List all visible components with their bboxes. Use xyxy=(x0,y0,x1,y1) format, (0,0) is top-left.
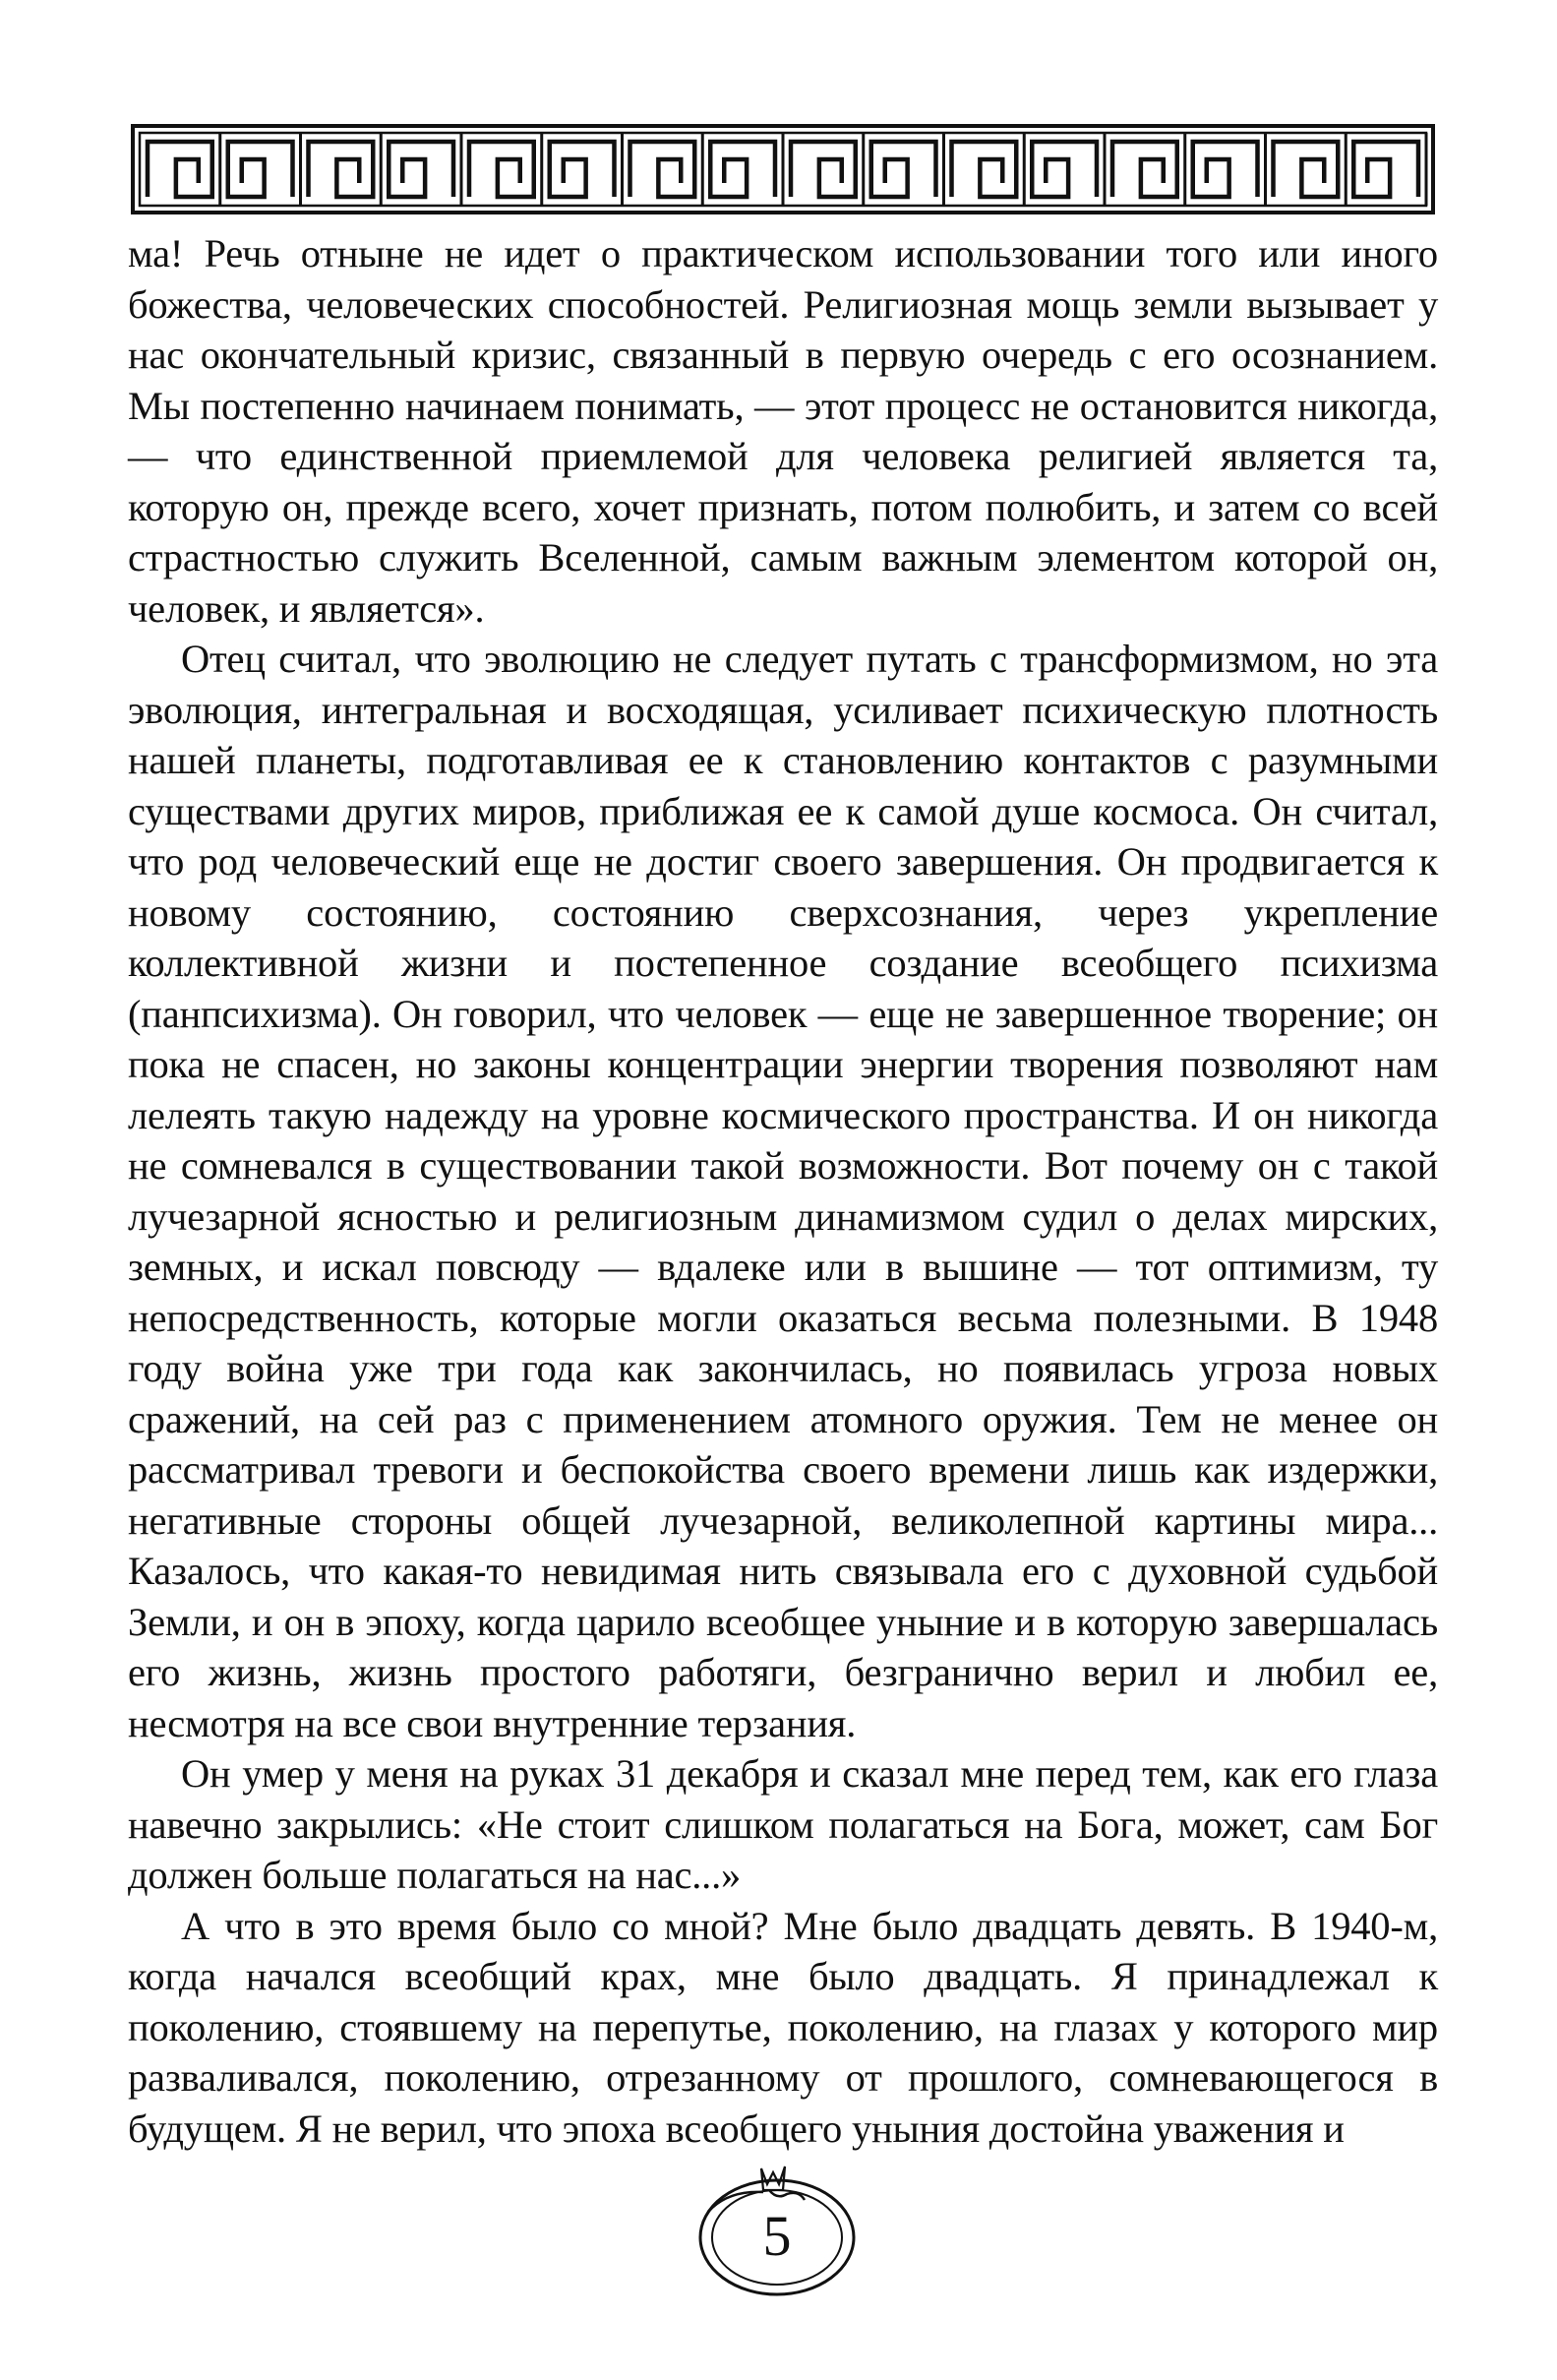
page-number: 5 xyxy=(762,2204,792,2268)
meander-unit xyxy=(871,133,944,206)
meander-unit xyxy=(469,133,542,206)
meander-unit xyxy=(710,133,783,206)
paragraph-3: Он умер у меня на руках 31 декабря и сказал мне перед тем, как его глаза навечно закрылись: «Не стоит слишком полагаться на Бога, может, сам Бог должен больше полагаться на нас...» xyxy=(128,1751,1438,1897)
meander-unit xyxy=(148,133,220,206)
meander-unit xyxy=(1112,133,1185,206)
meander-unit xyxy=(1353,133,1426,206)
greek-key-border xyxy=(131,124,1435,214)
meander-unit xyxy=(952,133,1025,206)
meander-unit xyxy=(1193,133,1266,206)
meander-unit xyxy=(791,133,864,206)
meander-unit xyxy=(389,133,461,206)
meander-unit xyxy=(1274,133,1347,206)
page-text xyxy=(128,228,1438,2154)
meander-unit xyxy=(228,133,301,206)
paragraph-2: Отец считал, что эволюцию не следует путать с трансформизмом, но эта эволюция, интегральная и восходящая, усиливает психическую плотность нашей планеты, подготавливая ее к становлению контактов с разумными существами других миров, приближая ее к самой душе космоса. Он считал, что род человеческий еще не достиг своего завершения. Он продвигается к новому состоянию, состоянию сверхсознания, через укрепление коллективной жизни и постепенное создание всеобщего психизма (панпсихизма). Он говорил, что человек — еще не завершенное творение; он пока не спасен, но законы концентрации энергии творения позволяют нам лелеять такую надежду на уровне космического пространства. И он никогда не сомневался в существовании такой возможности. Вот почему он с такой лучезарной ясностью и религиозным динамизмом судил о делах мирских, земных, и искал повсюду — вдалеке или в вышине — тот оптимизм, ту непосредственность, которые могли оказаться весьма полезными. В 1948 году война уже три года как закончилась, но появилась угроза новых сражений, на сей раз с применением атомного оружия. Тем не менее он рассматривал тревоги и беспокойства своего времени лишь как издержки, негативные стороны общей лучезарной, великолепной картины мира... Казалось, что какая-то невидимая нить связывала его с духовной судьбой Земли, и он в эпоху, когда царило всеобщее уныние и в которую завершалась его жизнь, жизнь простого работяги, безгранично верил и любил ее, несмотря на все свои внутренние терзания. xyxy=(128,637,1438,1745)
paragraph-4: А что в это время было со мной? Мне было двадцать девять. В 1940-м, когда начался всеобщий крах, мне было двадцать. Я принадлежал к поколению, стоявшему на перепутье, поколению, на глазах у которого мир разваливался, поколению, отрезанному от прошлого, сомневающегося в будущем. Я не верил, что эпоха всеобщего уныния достойна уважения и xyxy=(128,1903,1438,2151)
meander-unit xyxy=(630,133,703,206)
meander-unit xyxy=(550,133,623,206)
meander-unit xyxy=(1032,133,1105,206)
meander-unit xyxy=(309,133,382,206)
paragraph-1: ма! Речь отныне не идет о практическом использовании того или иного божества, человеческих способностей. Религиозная мощь земли вызывает у нас окончательный кризис, связанный в первую очередь с его осознанием. Мы постепенно начинаем понимать, — этот процесс не остановится никогда, — что единственной приемлемой для человека религией является та, которую он, прежде всего, хочет признать, потом полюбить, и затем со всей страстностью служить Вселенной, самым важным элементом которой он, человек, и является». xyxy=(128,231,1438,631)
